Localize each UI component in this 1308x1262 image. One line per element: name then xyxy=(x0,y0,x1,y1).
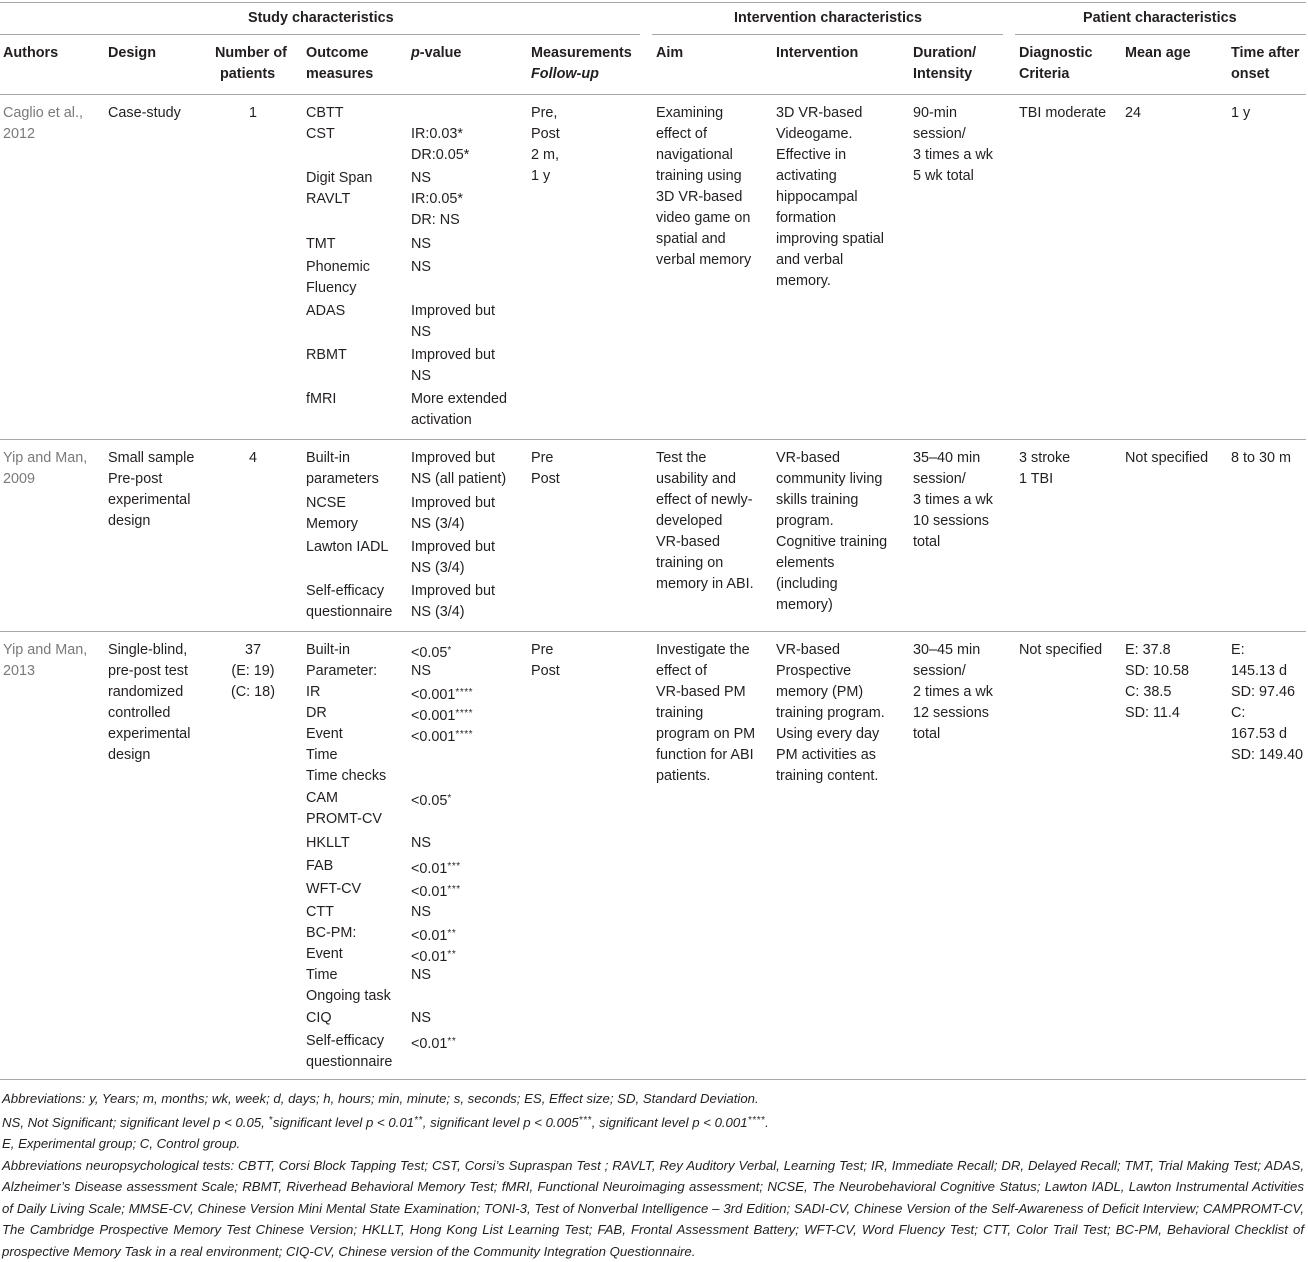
table-notes xyxy=(2,1088,1304,1262)
row-3-intervention: Using every day xyxy=(776,724,879,745)
row-2-p-value: Improved but xyxy=(411,581,495,602)
row-3-intervention: memory (PM) xyxy=(776,682,863,703)
row-3-diagnostic: Not specified xyxy=(1019,640,1102,661)
row-1-intervention: and verbal xyxy=(776,250,843,271)
row-2-p-value: Improved but xyxy=(411,448,495,469)
row-3-aim: VR-based PM xyxy=(656,682,746,703)
row-3-outcome-measure: Time xyxy=(306,965,337,986)
col-outcome-line2: measures xyxy=(306,64,373,85)
col-patients-line1: Number of xyxy=(215,43,287,64)
row-3-outcome-measure: Built-in xyxy=(306,640,350,661)
row-3-duration: total xyxy=(913,724,940,745)
row-3-intervention: PM activities as xyxy=(776,745,876,766)
row-2-time-after-onset: 8 to 30 m xyxy=(1231,448,1291,469)
row-3-outcome-measure: questionnaire xyxy=(306,1052,392,1073)
col-pvalue-rest: -value xyxy=(420,45,462,61)
row-1-measurements: Post xyxy=(531,124,560,145)
row-3-outcome-measure: CAM xyxy=(306,788,338,809)
row-1-intervention: improving spatial xyxy=(776,229,884,250)
row-3-p-value: <0.01** xyxy=(411,944,456,968)
row-1-aim: navigational xyxy=(656,145,733,166)
note-sig-mark: **** xyxy=(748,1115,766,1126)
row-3-time-after-onset: C: xyxy=(1231,703,1245,724)
row-3-authors: 2013 xyxy=(3,661,35,682)
col-diagnostic-line2: Criteria xyxy=(1019,64,1069,85)
row-1-p-value: Improved but xyxy=(411,301,495,322)
row-3-outcome-measure: Event xyxy=(306,724,343,745)
row-2-intervention: elements xyxy=(776,553,834,574)
row-2-outcome-measure: questionnaire xyxy=(306,602,392,623)
group-rule-study xyxy=(0,34,640,35)
row-2-outcome-measure: Memory xyxy=(306,514,358,535)
row-3-p-value: <0.05* xyxy=(411,640,452,664)
row-2-p-value: NS (3/4) xyxy=(411,514,465,535)
row-2-p-value: NS (all patient) xyxy=(411,469,506,490)
row-1-aim: effect of xyxy=(656,124,707,145)
row-1-p-value: NS xyxy=(411,257,431,278)
row-1-mean-age: 24 xyxy=(1125,103,1141,124)
row-1-patients: 1 xyxy=(193,103,313,124)
significance-mark: ** xyxy=(447,928,456,939)
row-1-p-value: IR:0.03* xyxy=(411,124,463,145)
col-duration-line2: Intensity xyxy=(913,64,972,85)
row-3-outcome-measure: IR xyxy=(306,682,320,703)
row-3-mean-age: C: 38.5 xyxy=(1125,682,1171,703)
row-3-outcome-measure: Time checks xyxy=(306,766,386,787)
row-3-design: experimental xyxy=(108,724,190,745)
group-header-study: Study characteristics xyxy=(248,8,394,29)
row-3-p-value: <0.001**** xyxy=(411,724,473,748)
row-1-p-value: DR:0.05* xyxy=(411,145,469,166)
col-age: Mean age xyxy=(1125,43,1191,64)
row-3-p-value: <0.05* xyxy=(411,788,452,812)
row-1-outcome-measure: Phonemic xyxy=(306,257,370,278)
row-1-duration: 5 wk total xyxy=(913,166,974,187)
row-2-aim: training on xyxy=(656,553,723,574)
row-3-intervention: training program. xyxy=(776,703,885,724)
row-3-outcome-measure: CTT xyxy=(306,902,334,923)
row-3-design: controlled xyxy=(108,703,170,724)
row-1-outcome-measure: TMT xyxy=(306,234,336,255)
row-3-patients: (E: 19) xyxy=(193,661,313,682)
row-3-intervention: training content. xyxy=(776,766,878,787)
row-2-measurements: Pre xyxy=(531,448,553,469)
row-2-aim: VR-based xyxy=(656,532,720,553)
note-sig-mark: * xyxy=(268,1115,272,1126)
row-2-outcome-measure: Self-efficacy xyxy=(306,581,384,602)
row-3-p-value: NS xyxy=(411,965,431,986)
row-3-aim: Investigate the xyxy=(656,640,750,661)
row-2-diagnostic: 3 stroke xyxy=(1019,448,1070,469)
row-2-patients: 4 xyxy=(193,448,313,469)
row-3-intervention: Prospective xyxy=(776,661,851,682)
row-3-p-value: NS xyxy=(411,1008,431,1029)
row-2-authors: 2009 xyxy=(3,469,35,490)
row-3-p-value: NS xyxy=(411,833,431,854)
significance-mark: **** xyxy=(455,687,473,698)
col-pvalue-italic: p xyxy=(411,45,420,61)
significance-mark: **** xyxy=(455,729,473,740)
row-2-duration: 35–40 min xyxy=(913,448,980,469)
row-3-outcome-measure: Time xyxy=(306,745,337,766)
bottom-rule xyxy=(0,1079,1306,1080)
row-3-outcome-measure: Parameter: xyxy=(306,661,377,682)
row-1-p-value: More extended xyxy=(411,389,507,410)
significance-mark: **** xyxy=(455,708,473,719)
row-2-design: Small sample xyxy=(108,448,194,469)
col-measurements-line1: Measurements xyxy=(531,43,632,64)
row-2-intervention: program. xyxy=(776,511,834,532)
row-3-time-after-onset: 167.53 d xyxy=(1231,724,1287,745)
col-diagnostic-line1: Diagnostic xyxy=(1019,43,1093,64)
row-3-time-after-onset: 145.13 d xyxy=(1231,661,1287,682)
row-2-intervention: Cognitive training xyxy=(776,532,887,553)
row-3-outcome-measure: Self-efficacy xyxy=(306,1031,384,1052)
significance-mark: * xyxy=(447,793,451,804)
row-2-intervention: VR-based xyxy=(776,448,840,469)
row-2-aim: Test the xyxy=(656,448,706,469)
row-2-p-value: Improved but xyxy=(411,537,495,558)
row-1-p-value: NS xyxy=(411,234,431,255)
note-sig-text: , significant level p < 0.001 xyxy=(592,1115,748,1130)
row-3-patients: 37 xyxy=(193,640,313,661)
row-3-p-value: <0.01** xyxy=(411,1031,456,1055)
row-2-duration: 10 sessions xyxy=(913,511,989,532)
row-2-measurements: Post xyxy=(531,469,560,490)
row-1-intervention: Effective in xyxy=(776,145,846,166)
row-3-mean-age: SD: 10.58 xyxy=(1125,661,1189,682)
row-1-time-after-onset: 1 y xyxy=(1231,103,1250,124)
col-patients-line2: patients xyxy=(220,64,275,85)
row-1-p-value: Improved but xyxy=(411,345,495,366)
row-1-intervention: memory. xyxy=(776,271,831,292)
row-3-aim: patients. xyxy=(656,766,710,787)
row-2-outcome-measure: parameters xyxy=(306,469,379,490)
row-3-p-value: NS xyxy=(411,661,431,682)
row-1-authors: 2012 xyxy=(3,124,35,145)
row-3-outcome-measure: HKLLT xyxy=(306,833,350,854)
row-1-aim: training using xyxy=(656,166,742,187)
row-3-outcome-measure: Ongoing task xyxy=(306,986,391,1007)
row-2-intervention: community living xyxy=(776,469,882,490)
row-3-intervention: VR-based xyxy=(776,640,840,661)
note-sig-text: significant level p < 0.01 xyxy=(273,1115,414,1130)
col-onset-line2: onset xyxy=(1231,64,1269,85)
row-2-aim: developed xyxy=(656,511,722,532)
group-rule-patient xyxy=(1015,34,1306,35)
note-tests: Abbreviations neuropsychological tests: CBTT, Corsi Block Tapping Test; CST, Corsi’s Supraspan Test ; RAVLT, Rey Auditory Verbal, Learning Test; IR, Immediate Recall; DR, Delayed Recall; TMT, Trial Making Test; ADAS, Alzheimer’s Disease assessment Scale; RBMT, Riverhead Behavioral Memory Test; fMRI, Functional Neuroimaging assessment; NCSE, The Neurobehavioral Cognitive Status; Lawton IADL, Lawton Instrumental Activities of Daily Living Scale; MMSE-CV, Chinese Version Mini Mental State Examination; TONI-3, Test of Nonverbal Intelligence – 3rd Edition; SADI-CV, Chinese Version of the Self-Awareness of Deficit Interview; CAMPROMT-CV, The Cambridge Prospective Memory Test Chinese Version; HKLLT, Hong Kong List Learning Test; FAB, Frontal Assessment Battery; WFT-CV, Word Fluency Test; CTT, Color Trail Test; BC-PM, Behavioral Checklist of prospective Memory Task in a real environment; CIQ-CV, Chinese version of the Community Integration Questionnaire. xyxy=(2,1155,1304,1262)
note-sig-mark: ** xyxy=(414,1115,423,1126)
row-1-intervention: hippocampal xyxy=(776,187,858,208)
row-1-intervention: activating xyxy=(776,166,837,187)
row-1-intervention: formation xyxy=(776,208,836,229)
row-3-p-value: <0.001**** xyxy=(411,682,473,706)
significance-mark: ** xyxy=(447,949,456,960)
group-header-intervention: Intervention characteristics xyxy=(734,8,922,29)
row-1-duration: 90-min xyxy=(913,103,957,124)
significance-mark: *** xyxy=(447,884,460,895)
group-header-patient: Patient characteristics xyxy=(1083,8,1237,29)
row-3-duration: 12 sessions xyxy=(913,703,989,724)
row-2-duration: total xyxy=(913,532,940,553)
top-rule xyxy=(0,2,1306,3)
row-3-p-value: <0.01** xyxy=(411,923,456,947)
row-2-intervention: skills training xyxy=(776,490,858,511)
row-1-p-value: IR:0.05* xyxy=(411,189,463,210)
row-1-design: Case-study xyxy=(108,103,181,124)
row-3-design: randomized xyxy=(108,682,183,703)
note-abbreviations: Abbreviations: y, Years; m, months; wk, week; d, days; h, hours; min, minute; s, seconds; ES, Effect size; SD, Standard Deviation. xyxy=(2,1088,1304,1110)
row-1-duration: session/ xyxy=(913,124,966,145)
row-2-diagnostic: 1 TBI xyxy=(1019,469,1053,490)
row-3-aim: program on PM xyxy=(656,724,755,745)
row-3-design: design xyxy=(108,745,150,766)
row-1-measurements: 2 m, xyxy=(531,145,559,166)
row-2-aim: memory in ABI. xyxy=(656,574,754,595)
row-3-aim: effect of xyxy=(656,661,707,682)
row-3-time-after-onset: SD: 97.46 xyxy=(1231,682,1295,703)
row-1-p-value: DR: NS xyxy=(411,210,460,231)
significance-mark: * xyxy=(447,645,451,656)
row-1-aim: Examining xyxy=(656,103,723,124)
row-3-p-value: <0.001**** xyxy=(411,703,473,727)
row-3-p-value: NS xyxy=(411,902,431,923)
row-3-duration: 2 times a wk xyxy=(913,682,993,703)
row-1-outcome-measure: ADAS xyxy=(306,301,345,322)
row-1-outcome-measure: CBTT xyxy=(306,103,344,124)
row-2-intervention: memory) xyxy=(776,595,833,616)
row-3-p-value: <0.01*** xyxy=(411,856,461,880)
row-3-outcome-measure: FAB xyxy=(306,856,333,877)
significance-mark: *** xyxy=(447,861,460,872)
col-outcome-line1: Outcome xyxy=(306,43,368,64)
row-3-outcome-measure: CIQ xyxy=(306,1008,332,1029)
row-3-outcome-measure: PROMT-CV xyxy=(306,809,382,830)
col-measurements-line2: Follow-up xyxy=(531,64,599,85)
row-3-measurements: Post xyxy=(531,661,560,682)
row-2-authors: Yip and Man, xyxy=(3,448,87,469)
row-3-time-after-onset: SD: 149.40 xyxy=(1231,745,1303,766)
row-2-intervention: (including xyxy=(776,574,838,595)
group-rule-intervention xyxy=(652,34,1003,35)
row-1-aim: verbal memory xyxy=(656,250,751,271)
row-1-p-value: NS xyxy=(411,366,431,387)
row-3-time-after-onset: E: xyxy=(1231,640,1245,661)
row-3-aim: training xyxy=(656,703,703,724)
row-2-design: experimental xyxy=(108,490,190,511)
col-authors: Authors xyxy=(3,43,58,64)
row-3-outcome-measure: DR xyxy=(306,703,327,724)
row-2-aim: effect of newly- xyxy=(656,490,753,511)
row-3-p-value: <0.01*** xyxy=(411,879,461,903)
row-2-aim: usability and xyxy=(656,469,736,490)
row-3-measurements: Pre xyxy=(531,640,553,661)
col-duration-line1: Duration/ xyxy=(913,43,976,64)
row-1-authors: Caglio et al., xyxy=(3,103,83,124)
row-1-measurements: 1 y xyxy=(531,166,550,187)
row-2-p-value: Improved but xyxy=(411,493,495,514)
row-1-duration: 3 times a wk xyxy=(913,145,993,166)
row-1-outcome-measure: RBMT xyxy=(306,345,347,366)
row-1-outcome-measure: RAVLT xyxy=(306,189,350,210)
row-2-outcome-measure: Built-in xyxy=(306,448,350,469)
note-sig-mark: *** xyxy=(579,1115,592,1126)
col-onset-line1: Time after xyxy=(1231,43,1300,64)
row-2-outcome-measure: NCSE xyxy=(306,493,346,514)
row-1-outcome-measure: Fluency xyxy=(306,278,356,299)
row-3-aim: function for ABI xyxy=(656,745,754,766)
row-1-diagnostic: TBI moderate xyxy=(1019,103,1106,124)
row-3-duration: session/ xyxy=(913,661,966,682)
row-1-aim: spatial and xyxy=(656,229,726,250)
row-2-p-value: NS (3/4) xyxy=(411,602,465,623)
row-3-outcome-measure: BC-PM: xyxy=(306,923,356,944)
row-2-design: Pre-post xyxy=(108,469,162,490)
row-rule-2 xyxy=(0,631,1306,632)
row-2-duration: session/ xyxy=(913,469,966,490)
row-1-intervention: Videogame. xyxy=(776,124,853,145)
row-3-duration: 30–45 min xyxy=(913,640,980,661)
row-3-outcome-measure: Event xyxy=(306,944,343,965)
row-2-mean-age: Not specified xyxy=(1125,448,1208,469)
significance-mark: ** xyxy=(447,1036,456,1047)
row-2-design: design xyxy=(108,511,150,532)
row-1-p-value: NS xyxy=(411,322,431,343)
row-2-duration: 3 times a wk xyxy=(913,490,993,511)
row-1-outcome-measure: CST xyxy=(306,124,335,145)
row-3-design: Single-blind, xyxy=(108,640,187,661)
row-3-patients: (C: 18) xyxy=(193,682,313,703)
row-3-authors: Yip and Man, xyxy=(3,640,87,661)
row-1-intervention: 3D VR-based xyxy=(776,103,862,124)
col-aim: Aim xyxy=(656,43,683,64)
note-sig-text: . xyxy=(765,1115,769,1130)
row-1-outcome-measure: Digit Span xyxy=(306,168,372,189)
row-1-aim: 3D VR-based xyxy=(656,187,742,208)
note-sig-text: , significant level p < 0.005 xyxy=(423,1115,579,1130)
row-3-design: pre-post test xyxy=(108,661,188,682)
row-1-p-value: activation xyxy=(411,410,472,431)
note-sig-text: NS, Not Significant; significant level p < 0.05, xyxy=(2,1115,268,1130)
row-1-measurements: Pre, xyxy=(531,103,557,124)
col-pvalue xyxy=(411,43,461,64)
col-design: Design xyxy=(108,43,156,64)
row-1-p-value: NS xyxy=(411,168,431,189)
row-3-mean-age: E: 37.8 xyxy=(1125,640,1171,661)
row-rule-1 xyxy=(0,439,1306,440)
note-significance xyxy=(2,1110,1304,1134)
col-intervention: Intervention xyxy=(776,43,858,64)
row-2-p-value: NS (3/4) xyxy=(411,558,465,579)
header-rule xyxy=(0,94,1306,95)
row-1-aim: video game on xyxy=(656,208,750,229)
row-2-outcome-measure: Lawton IADL xyxy=(306,537,388,558)
row-3-outcome-measure: WFT-CV xyxy=(306,879,361,900)
row-1-outcome-measure: fMRI xyxy=(306,389,336,410)
note-groups: E, Experimental group; C, Control group. xyxy=(2,1133,1304,1155)
row-3-mean-age: SD: 11.4 xyxy=(1125,703,1180,724)
